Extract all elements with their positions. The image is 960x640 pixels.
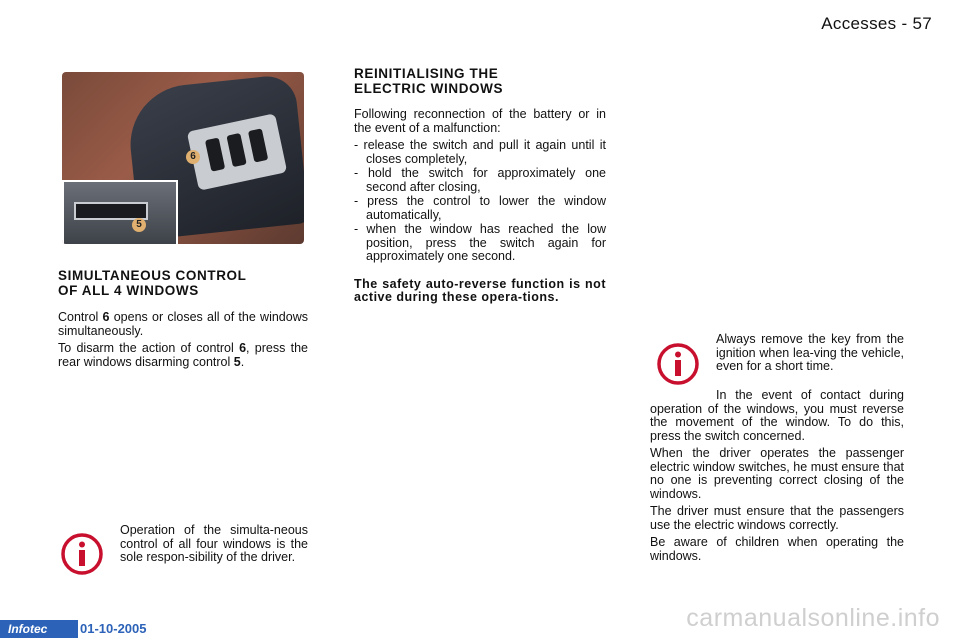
contact-paragraph: In the event of contact during operation of the windows, you must reverse the movement of the window. To do this, press the switch concerned. <box>650 388 904 443</box>
header-separator: - <box>901 14 908 33</box>
paragraph-control-6: Control 6 opens or closes all of the windows simultaneously. <box>58 310 308 338</box>
step-item: - press the control to lower the window automatically, <box>354 194 606 222</box>
left-column <box>58 268 308 373</box>
reinit-steps <box>354 139 606 264</box>
watermark: carmanualsonline.info <box>686 604 940 632</box>
reinitialising-heading: REINITIALISING THE ELECTRIC WINDOWS <box>354 66 504 96</box>
right-column <box>650 389 904 567</box>
label-5: 5 <box>132 218 146 232</box>
info-icon <box>60 532 104 576</box>
middle-column <box>354 66 606 309</box>
info-icon-left-wrap <box>60 532 104 581</box>
step-item: - when the window has reached the low position, press the switch again for approximately one second. <box>354 222 606 263</box>
page-number: 57 <box>912 14 932 33</box>
infotec-logo: Infotec <box>0 620 78 638</box>
step-item: - hold the switch for approximately one second after closing, <box>354 166 606 194</box>
info-icon-right-wrap <box>656 342 700 391</box>
left-note: Operation of the simulta-neous control of all four windows is the sole respon-sibility of the driver. <box>120 523 308 564</box>
children-paragraph: Be aware of children when operating the windows. <box>650 535 904 563</box>
label-6: 6 <box>186 150 200 164</box>
section-title: Accesses <box>821 14 897 33</box>
footer-date: 01-10-2005 <box>80 621 147 636</box>
paragraph-disarm: To disarm the action of control 6, press the rear windows disarming control 5. <box>58 341 308 369</box>
right-note-top: Always remove the key from the ignition when lea-ving the vehicle, even for a short time. <box>716 332 904 373</box>
rear-switch-inset <box>62 180 178 244</box>
passengers-paragraph: The driver must ensure that the passengers use the electric windows correctly. <box>650 504 904 532</box>
reinit-intro: Following reconnection of the battery or in the event of a malfunction: <box>354 107 606 135</box>
driver-operates-paragraph: When the driver operates the passenger electric window switches, he must ensure that no one is preventing correct closing of the windows. <box>650 446 904 501</box>
info-icon <box>656 342 700 386</box>
auto-reverse-warning: The safety auto-reverse function is not active during these opera-tions. <box>354 276 606 304</box>
window-switch-photo <box>62 72 304 244</box>
step-item: - release the switch and pull it again until it closes completely, <box>354 138 606 166</box>
page-header <box>821 14 932 34</box>
simultaneous-control-heading: SIMULTANEOUS CONTROL OF ALL 4 WINDOWS <box>58 268 247 298</box>
